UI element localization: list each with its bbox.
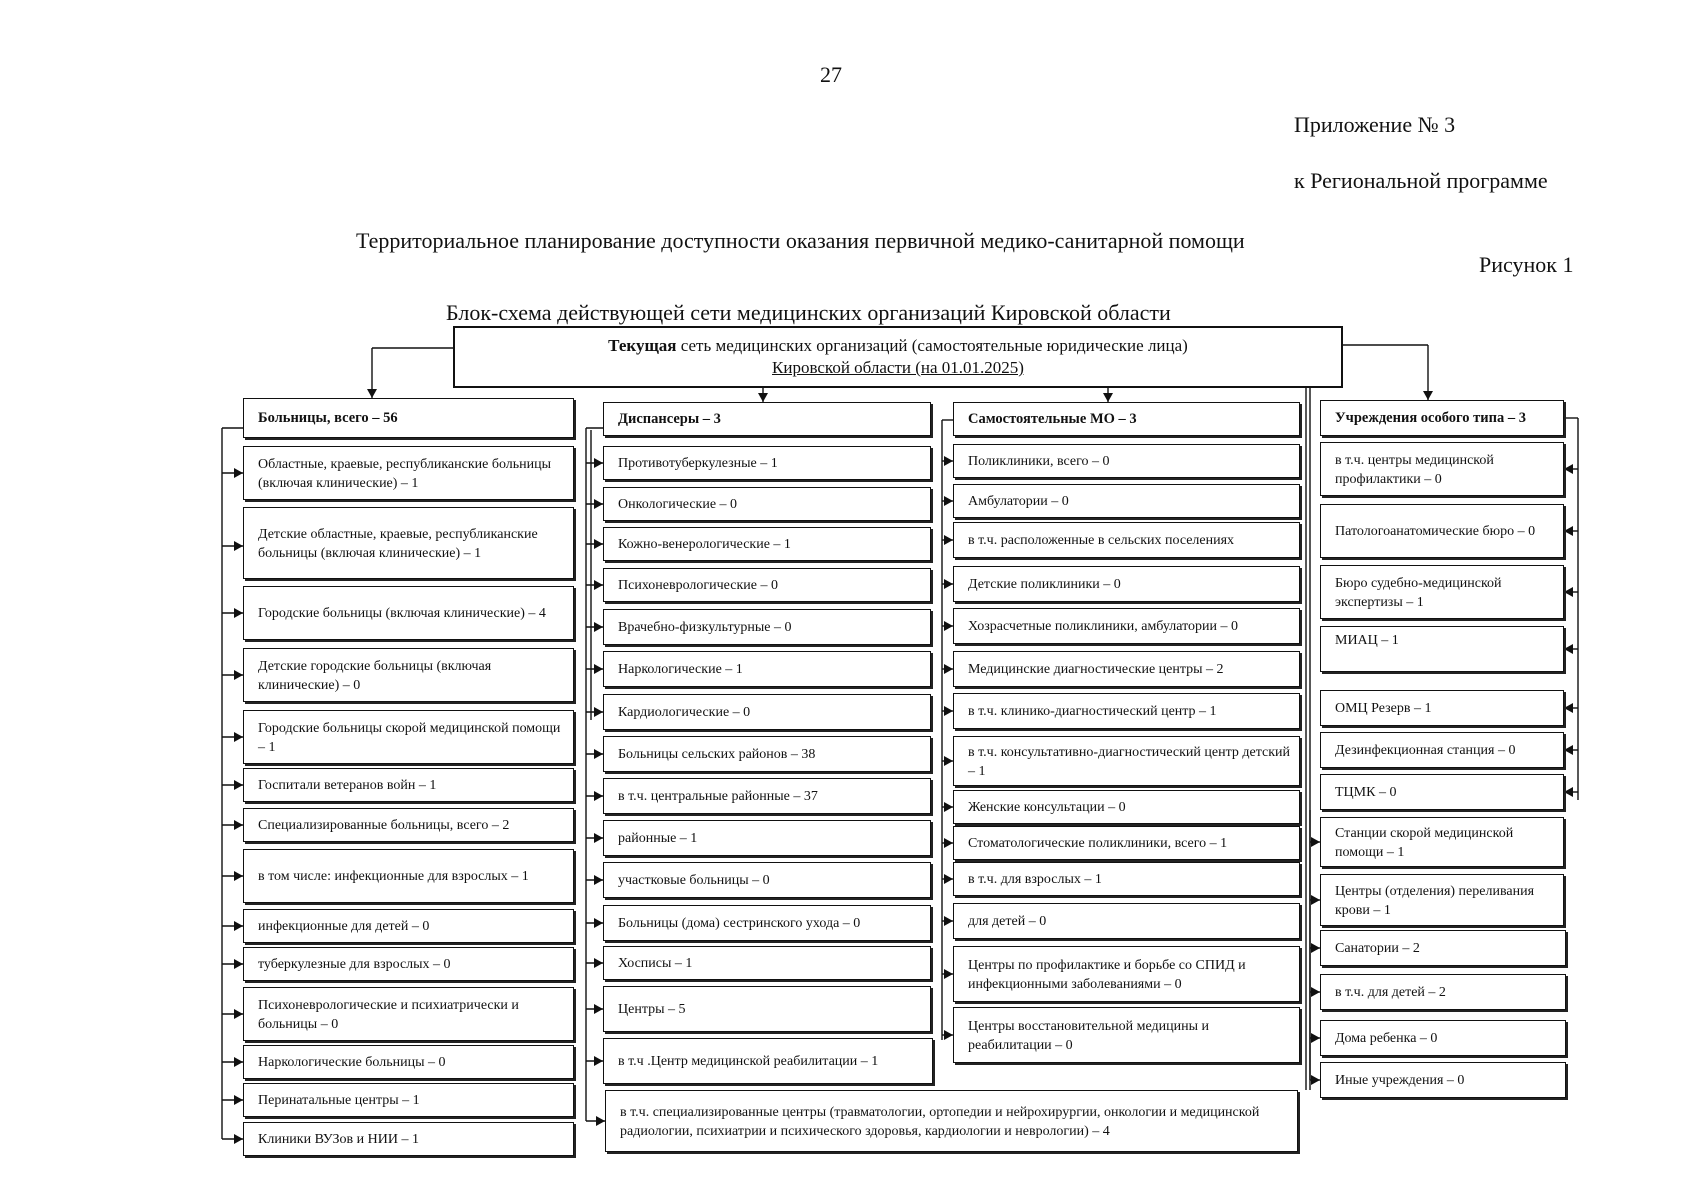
- arrowhead: [1311, 1075, 1320, 1085]
- independent-mo-item: [953, 903, 1300, 939]
- arrowhead: [594, 918, 603, 928]
- special-type-item: [1320, 732, 1564, 768]
- arrowhead: [594, 1056, 603, 1066]
- special-type-item: [1320, 930, 1566, 966]
- arrowhead: [1311, 837, 1320, 847]
- arrowhead: [234, 959, 243, 969]
- arrowhead: [234, 541, 243, 551]
- independent-mo-item: [953, 566, 1300, 602]
- arrowhead: [594, 875, 603, 885]
- independent-mo-item-label: Женские консультации – 0: [968, 800, 1126, 815]
- page-number: 27: [820, 62, 842, 87]
- arrowhead: [594, 664, 603, 674]
- arrowhead: [1564, 587, 1573, 597]
- special-type-item-label: в т.ч. для детей – 2: [1335, 985, 1446, 1000]
- arrowhead: [594, 707, 603, 717]
- special-type-item: [1320, 1020, 1566, 1056]
- dispensaries-header: [603, 402, 931, 436]
- special-type-item-label: Центры (отделения) переливания крови – 1: [1335, 883, 1535, 918]
- arrowhead: [234, 1095, 243, 1105]
- dispensaries-item-label: Онкологические – 0: [618, 497, 738, 512]
- appendix-title: Приложение № 3: [1294, 112, 1456, 137]
- arrowhead: [944, 535, 953, 545]
- hospitals-item: [243, 808, 574, 842]
- independent-mo-item: [953, 946, 1300, 1002]
- arrowhead: [234, 1009, 243, 1019]
- arrowhead: [594, 458, 603, 468]
- special-type-item-label: Патологоанатомические бюро – 0: [1335, 524, 1536, 539]
- independent-mo-item: [953, 522, 1300, 558]
- arrowhead: [594, 622, 603, 632]
- hospitals-header: [243, 398, 574, 438]
- special-type-item-label: Иные учреждения – 0: [1335, 1073, 1465, 1088]
- arrowhead: [944, 496, 953, 506]
- hospitals-item-label: в том числе: инфекционные для взрослых – 1: [258, 869, 529, 884]
- independent-mo-item-label: Центры восстановительной медицины и реабилитации – 0: [968, 1018, 1209, 1053]
- arrowhead: [234, 820, 243, 830]
- independent-mo-item-label: Стоматологические поликлиники, всего – 1: [968, 836, 1228, 851]
- hospitals-item-label: Психоневрологические и психиатрически и больницы – 0: [258, 997, 519, 1032]
- independent-mo-item-label: Детские поликлиники – 0: [968, 577, 1121, 592]
- arrowhead: [944, 838, 953, 848]
- dispensaries-item-label: в т.ч .Центр медицинской реабилитации – 1: [618, 1054, 879, 1069]
- independent-mo-item-label: в т.ч. консультативно-диагностический центр детский – 1: [968, 744, 1291, 779]
- arrowhead: [1311, 943, 1320, 953]
- arrowhead: [1564, 526, 1573, 536]
- independent-mo-item-label: для детей – 0: [968, 914, 1047, 929]
- dispensaries-item-label: участковые больницы – 0: [618, 873, 770, 888]
- special-type-item: [1320, 626, 1564, 672]
- independent-mo-item-label: Амбулатории – 0: [968, 494, 1069, 509]
- arrowhead: [758, 393, 768, 402]
- dispensaries-item-label: Кожно-венерологические – 1: [618, 537, 791, 552]
- independent-mo-item: [953, 608, 1300, 644]
- hospitals-item-label: туберкулезные для взрослых – 0: [258, 957, 451, 972]
- dispensaries-item-label: Противотуберкулезные – 1: [618, 456, 778, 471]
- special-type-header-label: Учреждения особого типа – 3: [1335, 410, 1526, 426]
- hospitals-item-label: Перинатальные центры – 1: [258, 1093, 420, 1108]
- arrowhead: [594, 539, 603, 549]
- arrowhead: [1311, 1033, 1320, 1043]
- arrowhead: [944, 756, 953, 766]
- hospitals-item: [243, 586, 574, 640]
- independent-mo-item: [953, 651, 1300, 687]
- special-type-item: [1320, 817, 1564, 867]
- arrowhead: [1564, 464, 1573, 474]
- arrowhead: [594, 499, 603, 509]
- arrowhead: [944, 1030, 953, 1040]
- hospitals-item: [243, 1045, 574, 1079]
- special-type-item-label: ОМЦ Резерв – 1: [1335, 701, 1432, 716]
- arrowhead: [944, 802, 953, 812]
- arrowhead: [596, 1116, 605, 1126]
- special-type-item: [1320, 442, 1564, 496]
- hospitals-item-label: Детские городские больницы (включая клинические) – 0: [258, 658, 492, 693]
- arrowhead: [234, 1057, 243, 1067]
- arrowhead: [1103, 393, 1113, 402]
- special-type-item: [1320, 1062, 1566, 1098]
- independent-mo-header-label: Самостоятельные МО – 3: [968, 411, 1137, 427]
- dispensaries-item: [603, 694, 931, 730]
- special-type-item-label: Бюро судебно-медицинской экспертизы – 1: [1335, 575, 1502, 610]
- arrowhead: [944, 916, 953, 926]
- independent-mo-item-label: Поликлиники, всего – 0: [968, 454, 1110, 469]
- hospitals-item-label: инфекционные для детей – 0: [258, 919, 430, 934]
- special-type-item: [1320, 774, 1564, 810]
- hospitals-item-label: Детские областные, краевые, республиканские больницы (включая клинические) – 1: [258, 526, 538, 561]
- dispensaries-item: [603, 862, 931, 898]
- dispensaries-item-label: Психоневрологические – 0: [618, 578, 778, 593]
- hospitals-item: [243, 849, 574, 903]
- top-network-box: [453, 326, 1343, 388]
- figure-label: Рисунок 1: [1479, 252, 1574, 277]
- arrowhead: [944, 874, 953, 884]
- independent-mo-header: [953, 402, 1300, 436]
- top-box-line2: Кировской области (на 01.01.2025): [772, 358, 1024, 377]
- arrowhead: [944, 579, 953, 589]
- special-type-header: [1320, 400, 1564, 436]
- hospitals-item: [243, 947, 574, 981]
- independent-mo-item-label: Центры по профилактике и борьбе со СПИД и инфекционными заболеваниями – 0: [968, 957, 1246, 992]
- specialized-centers-box: [605, 1090, 1298, 1152]
- arrowhead: [944, 664, 953, 674]
- special-type-item: [1320, 974, 1566, 1010]
- independent-mo-item-label: в т.ч. расположенные в сельских поселениях: [968, 533, 1235, 548]
- arrowhead: [1564, 787, 1573, 797]
- dispensaries-item-label: Больницы (дома) сестринского ухода – 0: [618, 916, 861, 931]
- dispensaries-item-label: Центры – 5: [618, 1002, 686, 1017]
- arrowhead: [234, 608, 243, 618]
- dispensaries-item: [603, 568, 931, 602]
- hospitals-item-label: Госпитали ветеранов войн – 1: [258, 778, 437, 793]
- arrowhead: [594, 1004, 603, 1014]
- special-type-item-label: ТЦМК – 0: [1335, 785, 1397, 800]
- hospitals-item-label: Наркологические больницы – 0: [258, 1055, 446, 1070]
- independent-mo-item: [953, 484, 1300, 518]
- dispensaries-item: [603, 736, 931, 772]
- arrowhead: [1564, 745, 1573, 755]
- arrowhead: [234, 670, 243, 680]
- hospitals-item: [243, 987, 574, 1041]
- hospitals-item: [243, 1083, 574, 1117]
- hospitals-item-label: Городские больницы скорой медицинской помощи – 1: [258, 720, 561, 755]
- dispensaries-item: [603, 651, 931, 687]
- dispensaries-item: [603, 487, 931, 521]
- independent-mo-item-label: Медицинские диагностические центры – 2: [968, 662, 1224, 677]
- special-type-item: [1320, 504, 1564, 558]
- dispensaries-item: [603, 986, 931, 1032]
- independent-mo-item-label: Хозрасчетные поликлиники, амбулатории – 0: [968, 619, 1239, 634]
- arrowhead: [944, 456, 953, 466]
- arrowhead: [234, 871, 243, 881]
- dispensaries-item-label: Наркологические – 1: [618, 662, 743, 677]
- special-type-item: [1320, 690, 1564, 726]
- dispensaries-item: [603, 905, 931, 941]
- arrowhead: [1423, 391, 1433, 400]
- dispensaries-item-label: в т.ч. центральные районные – 37: [618, 789, 818, 804]
- dispensaries-item: [603, 778, 931, 814]
- special-type-item-label: в т.ч. центры медицинской профилактики – 0: [1335, 452, 1494, 487]
- special-type-item-label: МИАЦ – 1: [1335, 633, 1399, 648]
- arrowhead: [367, 389, 377, 398]
- hospitals-item-label: Областные, краевые, республиканские больницы (включая клинические) – 1: [258, 456, 552, 491]
- specialized-centers-label: в т.ч. специализированные центры (травматологии, ортопедии и нейрохирургии, онкологии и медицинской радиологии, психиатрии и психического здоровья, кардиологии и неврологии) – 4: [620, 1104, 1260, 1139]
- hospitals-item: [243, 768, 574, 802]
- arrowhead: [1564, 703, 1573, 713]
- independent-mo-item: [953, 444, 1300, 478]
- independent-mo-item-label: в т.ч. для взрослых – 1: [968, 872, 1102, 887]
- hospitals-item: [243, 507, 574, 579]
- dispensaries-item-label: районные – 1: [618, 831, 698, 846]
- arrowhead: [944, 969, 953, 979]
- arrowhead: [234, 1134, 243, 1144]
- hospitals-item-label: Городские больницы (включая клинические) – 4: [258, 606, 546, 621]
- arrowhead: [1311, 895, 1320, 905]
- independent-mo-item: [953, 693, 1300, 729]
- arrowhead: [594, 749, 603, 759]
- arrowhead: [1311, 987, 1320, 997]
- special-type-item: [1320, 874, 1564, 926]
- arrowhead: [944, 621, 953, 631]
- hospitals-item: [243, 446, 574, 500]
- top-box-bold-word: Текущая: [608, 336, 677, 355]
- dispensaries-item-label: Хосписы – 1: [618, 956, 693, 971]
- dispensaries-item: [603, 527, 931, 561]
- arrowhead: [944, 706, 953, 716]
- dispensaries-item: [603, 946, 931, 980]
- special-type-item: [1320, 565, 1564, 619]
- independent-mo-item: [953, 826, 1300, 860]
- independent-mo-item: [953, 736, 1300, 786]
- arrowhead: [594, 833, 603, 843]
- arrowhead: [1564, 644, 1573, 654]
- special-type-item-label: Дезинфекционная станция – 0: [1335, 743, 1516, 758]
- dispensaries-item: [603, 609, 931, 645]
- dispensaries-header-label: Диспансеры – 3: [618, 411, 721, 427]
- hospitals-item: [243, 909, 574, 943]
- special-type-item-label: Дома ребенка – 0: [1335, 1031, 1438, 1046]
- special-type-item-label: Станции скорой медицинской помощи – 1: [1335, 825, 1514, 860]
- diagram-title: Блок-схема действующей сети медицинских организаций Кировской области: [446, 300, 1171, 325]
- dispensaries-item: [603, 820, 931, 856]
- independent-mo-item: [953, 790, 1300, 824]
- dispensaries-item-label: Больницы сельских районов – 38: [618, 747, 816, 762]
- arrowhead: [594, 580, 603, 590]
- hospitals-item-label: Специализированные больницы, всего – 2: [258, 818, 510, 833]
- independent-mo-item-label: в т.ч. клинико-диагностический центр – 1: [968, 704, 1217, 719]
- dispensaries-item-label: Врачебно-физкультурные – 0: [618, 620, 792, 635]
- appendix-subtitle: к Региональной программе: [1294, 168, 1548, 193]
- hospitals-item: [243, 710, 574, 764]
- arrowhead: [594, 791, 603, 801]
- arrowhead: [234, 780, 243, 790]
- hospitals-item-label: Клиники ВУЗов и НИИ – 1: [258, 1132, 419, 1147]
- arrowhead: [234, 921, 243, 931]
- special-type-item-label: Санатории – 2: [1335, 941, 1420, 956]
- dispensaries-item: [603, 1038, 933, 1084]
- independent-mo-item: [953, 862, 1300, 896]
- hospitals-item: [243, 1122, 574, 1156]
- arrowhead: [594, 958, 603, 968]
- arrowhead: [234, 468, 243, 478]
- main-title: Территориальное планирование доступности оказания первичной медико-санитарной помощи: [356, 228, 1245, 253]
- dispensaries-item: [603, 446, 931, 480]
- top-box-line1: сеть медицинских организаций (самостоятельные юридические лица): [676, 336, 1188, 355]
- independent-mo-item: [953, 1007, 1300, 1063]
- dispensaries-item-label: Кардиологические – 0: [618, 705, 751, 720]
- hospitals-header-label: Больницы, всего – 56: [258, 410, 398, 426]
- arrowhead: [234, 732, 243, 742]
- hospitals-item: [243, 648, 574, 702]
